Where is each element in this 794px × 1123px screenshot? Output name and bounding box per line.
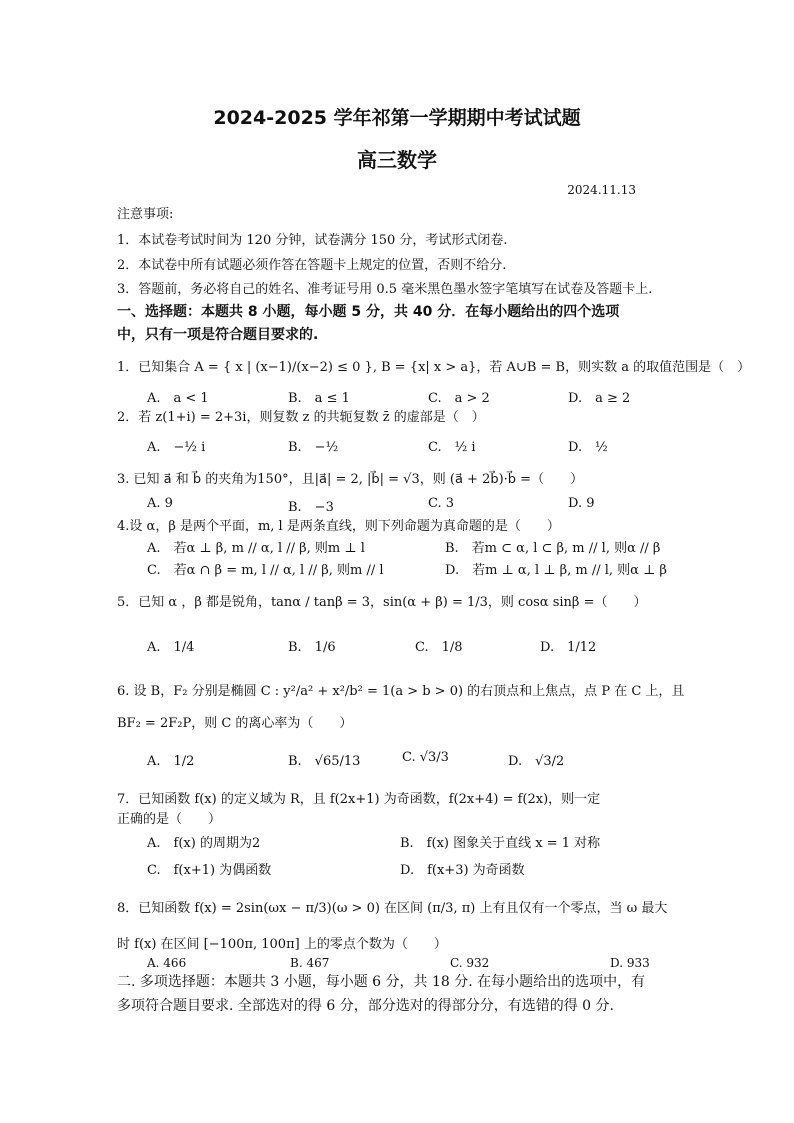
q5-option-d[interactable]: D. 1/12 xyxy=(540,640,597,655)
q5-option-b[interactable]: B. 1/6 xyxy=(288,640,336,655)
q3-option-b[interactable]: B. −3 xyxy=(288,500,334,515)
section2-heading-cont: 多项符合题目要求. 全部选对的得 6 分，部分选对的得部分分，有选错的得 0 分. xyxy=(117,998,614,1014)
q4-option-d[interactable]: D. 若m ⊥ α, l ⊥ β, m // l, 则α ⊥ β xyxy=(445,563,667,578)
note-item: 1．本试卷考试时间为 120 分钟，试卷满分 150 分，考试形式闭卷. xyxy=(117,233,508,248)
q7-option-b[interactable]: B. f(x) 图象关于直线 x = 1 对称 xyxy=(400,836,601,851)
q3-option-a[interactable]: A. 9 xyxy=(147,496,173,511)
question-8: 8．已知函数 f(x) = 2sin(ωx − π/3)(ω > 0) 在区间 (π/3, π) 上有且仅有一个零点，当 ω 最大 xyxy=(117,901,668,916)
section1-heading: 一、选择题：本题共 8 小题，每小题 5 分，共 40 分．在每小题给出的四个选项 xyxy=(117,304,620,320)
q4-option-b[interactable]: B. 若m ⊂ α, l ⊂ β, m // l, 则α // β xyxy=(445,541,661,556)
q3-option-d[interactable]: D. 9 xyxy=(568,496,595,511)
q1-option-d[interactable]: D. a ≥ 2 xyxy=(568,391,631,406)
question-6: 6. 设 B，F₂ 分别是椭圆 C : y²/a² + x²/b² = 1(a > b > 0) 的右顶点和上焦点，点 P 在 C 上，且 xyxy=(117,684,685,699)
section1-heading-cont: 中，只有一项是符合题目要求的. xyxy=(117,327,319,343)
q7-option-d[interactable]: D. f(x+3) 为奇函数 xyxy=(400,863,525,878)
q1-option-c[interactable]: C. a > 2 xyxy=(428,391,490,406)
q6-option-a[interactable]: A. 1/2 xyxy=(147,754,195,769)
q7-option-a[interactable]: A. f(x) 的周期为2 xyxy=(147,836,261,851)
question-3: 3. 已知 a⃗ 和 b⃗ 的夹角为150°，且|a⃗| = 2, |b⃗| = √3，则 (a⃗ + 2b⃗)·b⃗ =（ ） xyxy=(117,472,584,487)
question-8-cont: 时 f(x) 在区间 [−100π, 100π] 上的零点个数为（ ） xyxy=(117,937,447,952)
q5-option-a[interactable]: A. 1/4 xyxy=(147,640,195,655)
q2-option-c[interactable]: C. ½ i xyxy=(428,440,476,455)
q8-option-d[interactable]: D. 933 xyxy=(610,956,650,970)
q6-option-c[interactable]: C. √3/3 xyxy=(402,750,449,765)
q1-option-b[interactable]: B. a ≤ 1 xyxy=(288,391,350,406)
notes-heading: 注意事项: xyxy=(117,207,174,222)
q4-option-a[interactable]: A. 若α ⊥ β, m // α, l // β, 则m ⊥ l xyxy=(147,541,365,556)
question-1: 1．已知集合 A = { x | (x−1)/(x−2) ≤ 0 }, B = {x| x > a}，若 A∪B = B，则实数 a 的取值范围是（ ） xyxy=(117,360,751,375)
question-2: 2．若 z(1+i) = 2+3i，则复数 z 的共轭复数 z̄ 的虚部是（ ） xyxy=(117,410,485,425)
q7-option-c[interactable]: C. f(x+1) 为偶函数 xyxy=(147,863,272,878)
q8-option-b[interactable]: B. 467 xyxy=(290,956,330,970)
q8-option-c[interactable]: C. 932 xyxy=(450,956,490,970)
q6-option-d[interactable]: D. √3/2 xyxy=(508,754,565,769)
note-item: 2．本试卷中所有试题必须作答在答题卡上规定的位置，否则不给分. xyxy=(117,258,507,273)
section2-heading: 二. 多项选择题：本题共 3 小题，每小题 6 分，共 18 分. 在每小题给出的选项中，有 xyxy=(117,974,646,990)
question-7-cont: 正确的是（ ） xyxy=(117,812,222,827)
question-7: 7．已知函数 f(x) 的定义域为 R，且 f(2x+1) 为奇函数，f(2x+4) = f(2x)，则一定 xyxy=(117,792,601,807)
note-item: 3．答题前，务必将自己的姓名、准考证号用 0.5 毫米黑色墨水签字笔填写在试卷及答题卡上. xyxy=(117,282,653,297)
exam-date: 2024.11.13 xyxy=(567,183,636,197)
q4-option-c[interactable]: C. 若α ∩ β = m, l // α, l // β, 则m // l xyxy=(147,563,384,578)
q3-option-c[interactable]: C. 3 xyxy=(428,496,455,511)
q2-option-d[interactable]: D. ½ xyxy=(568,440,608,455)
exam-subtitle: 高三数学 xyxy=(357,148,437,172)
question-4: 4.设 α，β 是两个平面，m, l 是两条直线，则下列命题为真命题的是（ ） xyxy=(117,519,560,534)
q5-option-c[interactable]: C. 1/8 xyxy=(415,640,463,655)
question-5: 5．已知 α ，β 都是锐角，tanα / tanβ = 3，sin(α + β) = 1/3，则 cosα sinβ =（ ） xyxy=(117,595,647,610)
question-6-cont: BF₂ = 2F₂P，则 C 的离心率为（ ） xyxy=(117,716,353,731)
q1-option-a[interactable]: A. a < 1 xyxy=(147,391,209,406)
q8-option-a[interactable]: A. 466 xyxy=(147,956,187,970)
q2-option-b[interactable]: B. −½ xyxy=(288,440,339,455)
q6-option-b[interactable]: B. √65/13 xyxy=(288,754,361,769)
q2-option-a[interactable]: A. −½ i xyxy=(147,440,206,455)
exam-title: 2024-2025 学年祁第一学期期中考试试题 xyxy=(213,107,581,129)
